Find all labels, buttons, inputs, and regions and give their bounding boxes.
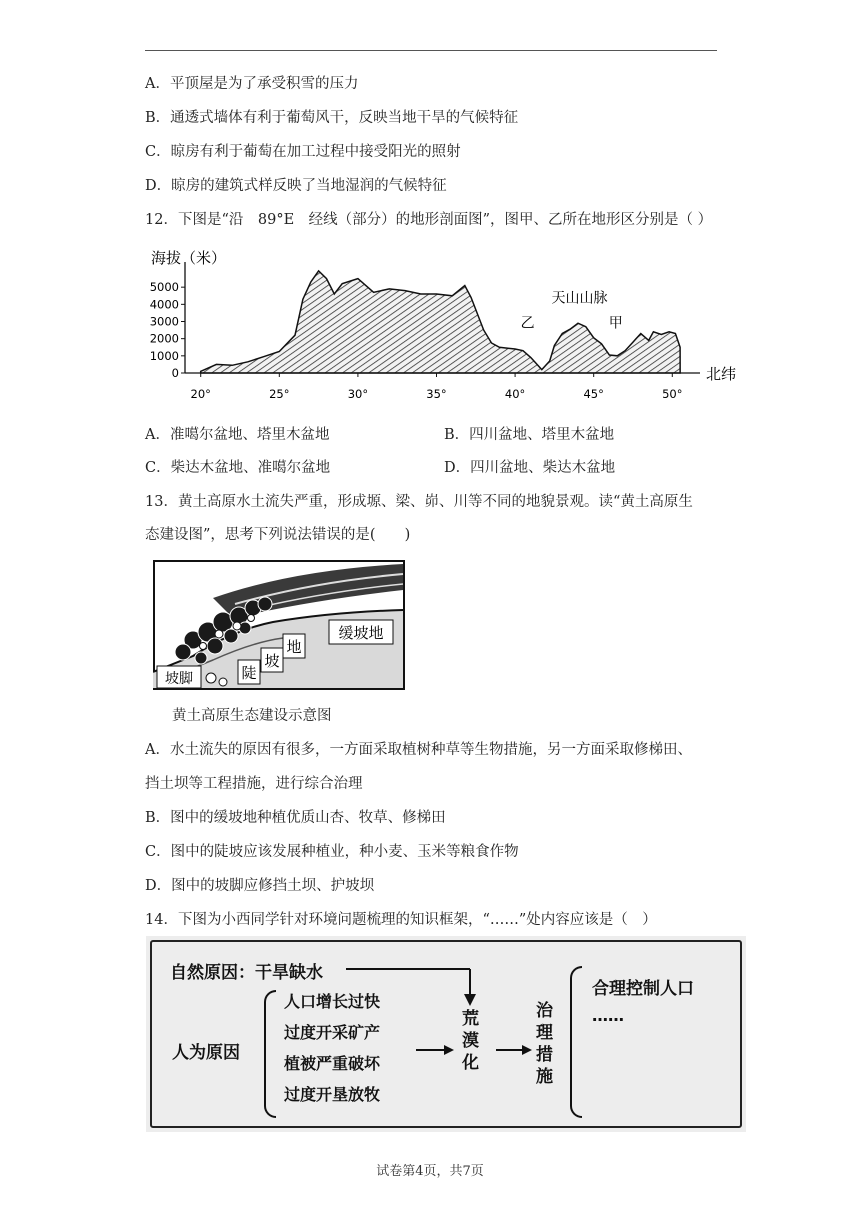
y-axis-label: 海拔（米）: [151, 249, 227, 267]
q13-option-d[interactable]: D．图中的坡脚应修挡土坝、护坡坝: [145, 878, 375, 894]
causes-list: [284, 986, 380, 1110]
natural-cause-label: 自然原因：干旱缺水: [170, 963, 323, 983]
terrain-profile-chart: [148, 240, 748, 410]
desertification-label: [462, 1008, 482, 1074]
x-tick-label: 40°: [504, 387, 526, 401]
human-cause-label: 人为原因: [172, 1043, 240, 1063]
terrain-profile-svg: [148, 240, 748, 410]
q13-option-a-line2: 挡土坝等工程措施，进行综合治理: [145, 776, 363, 792]
loess-plateau-figure: [153, 560, 405, 690]
label-steep-2: 坡: [264, 652, 280, 670]
q13-option-b[interactable]: B．图中的缓坡地种植优质山杏、牧草、修梯田: [145, 810, 446, 826]
label-gentle-slope: 缓坡地: [338, 624, 384, 642]
y-tick-label: 4000: [149, 297, 179, 312]
measure-control-population: 合理控制人口: [592, 979, 694, 999]
y-tick-label: 0: [171, 366, 179, 380]
label-slope-foot: 坡脚: [165, 671, 193, 687]
desert-char: 化: [462, 1053, 479, 1073]
page-footer: 试卷第4页，共7页: [376, 1164, 484, 1179]
x-axis-label: 北纬: [706, 365, 737, 383]
q13-option-a-line1[interactable]: A．水土流失的原因有很多，一方面采取植树种草等生物措施，另一方面采取修梯田、: [145, 742, 692, 758]
cause-item: 人口增长过快: [284, 992, 381, 1011]
label-steep-1: 陡: [241, 664, 257, 682]
x-tick-label: 35°: [426, 387, 447, 401]
loess-figure-svg: [153, 560, 405, 690]
y-tick-label: 5000: [149, 280, 179, 295]
y-tick-label: 1000: [149, 348, 179, 363]
q13-stem-line2: 态建设图”，思考下列说法错误的是( ): [145, 527, 411, 543]
q13-stem-line1: 13．黄土高原水土流失严重，形成塬、梁、峁、川等不同的地貌景观。读“黄土高原生: [145, 494, 693, 510]
measures-label: [536, 1000, 556, 1088]
q12-option-d[interactable]: D．四川盆地、柴达木盆地: [444, 460, 616, 476]
q11-option-a[interactable]: A．平顶屋是为了承受积雪的压力: [145, 76, 359, 92]
x-tick-label: 50°: [662, 387, 683, 401]
framework-arrows: [146, 936, 746, 1132]
x-tick-label: 25°: [269, 387, 290, 401]
annotation-yi: 乙: [520, 315, 535, 332]
measures-char: 治: [536, 1001, 553, 1021]
q11-option-c[interactable]: C．晾房有利于葡萄在加工过程中接受阳光的照射: [145, 144, 461, 160]
q12-option-a[interactable]: A．准噶尔盆地、塔里木盆地: [145, 427, 330, 443]
top-rule: [145, 50, 717, 51]
q12-stem: 12．下图是“沿 89°E 经线（部分）的地形剖面图”，图甲、乙所在地形区分别是（ ）: [145, 212, 713, 228]
knowledge-framework-figure: [146, 936, 746, 1132]
annotation-tianshan: 天山山脉: [551, 290, 608, 307]
desert-char: 漠: [462, 1031, 479, 1051]
desert-char: 荒: [462, 1009, 479, 1029]
measures-char: 理: [536, 1023, 553, 1043]
loess-figure-caption: 黄土高原生态建设示意图: [172, 708, 332, 724]
annotation-jia: 甲: [608, 315, 623, 332]
causes-bracket: [264, 990, 276, 1118]
cause-item: 植被严重破坏: [284, 1054, 381, 1073]
cause-item: 过度开采矿产: [284, 1023, 381, 1042]
measures-bracket: [570, 966, 582, 1118]
q13-option-c[interactable]: C．图中的陡坡应该发展种植业，种小麦、玉米等粮食作物: [145, 844, 519, 860]
measure-ellipsis: ……: [592, 1006, 624, 1025]
cause-item: 过度开垦放牧: [284, 1085, 381, 1104]
x-tick-label: 30°: [347, 387, 369, 401]
q12-option-c[interactable]: C．柴达木盆地、准噶尔盆地: [145, 460, 331, 476]
measures-char: 措: [536, 1045, 553, 1065]
x-tick-label: 20°: [190, 387, 211, 401]
q14-stem: 14．下图为小西同学针对环境问题梳理的知识框架，“……”处内容应该是（ ）: [145, 912, 657, 928]
q11-option-b[interactable]: B．通透式墙体有利于葡萄风干，反映当地干旱的气候特征: [145, 110, 519, 126]
y-tick-label: 3000: [149, 314, 179, 329]
x-tick-label: 45°: [583, 387, 604, 401]
q12-option-b[interactable]: B．四川盆地、塔里木盆地: [444, 427, 615, 443]
q11-option-d[interactable]: D．晾房的建筑式样反映了当地湿润的气候特征: [145, 178, 447, 194]
measures-char: 施: [536, 1067, 553, 1087]
label-steep-3: 地: [286, 638, 302, 656]
y-tick-label: 2000: [149, 331, 179, 346]
